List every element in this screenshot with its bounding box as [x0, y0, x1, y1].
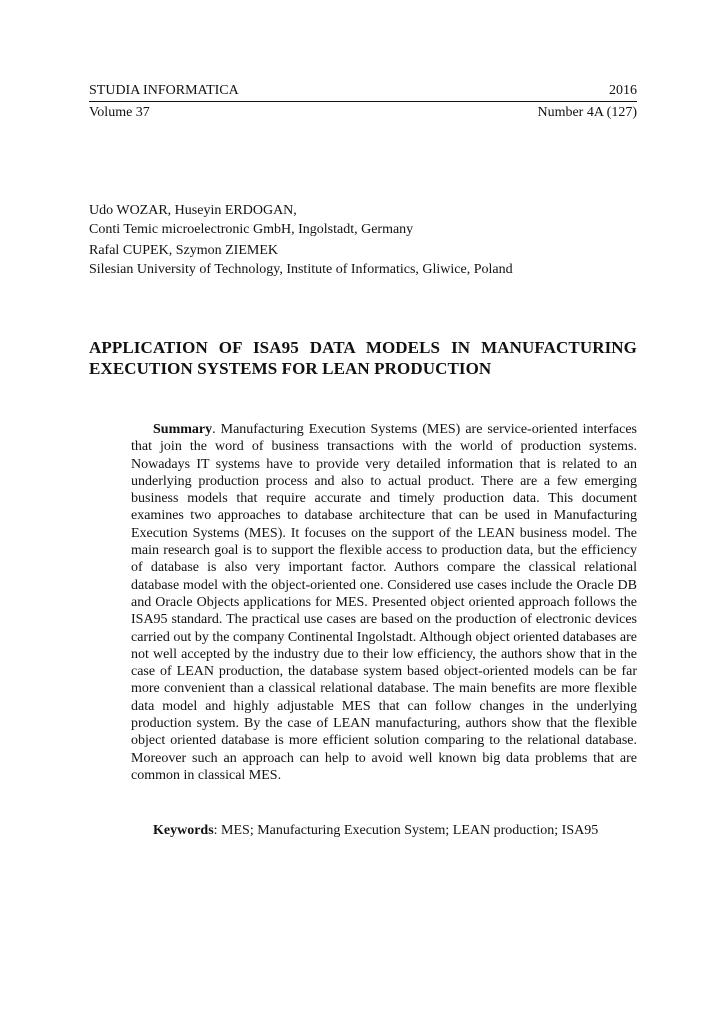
- author-affiliation-1: Conti Temic microelectronic GmbH, Ingolstadt, Germany: [89, 222, 414, 237]
- journal-name: STUDIA INFORMATICA: [89, 83, 239, 98]
- paper-title-line-1: APPLICATION OF ISA95 DATA MODELS IN MANUFACTURING: [89, 338, 637, 357]
- running-header: [89, 82, 637, 122]
- journal-volume: Volume 37: [89, 105, 150, 120]
- abstract-label: Summary: [153, 422, 213, 437]
- header-row-journal: [89, 82, 637, 102]
- keywords-text: : MES; Manufacturing Execution System; LEAN production; ISA95: [213, 823, 599, 838]
- author-affiliation-2: Silesian University of Technology, Institute of Informatics, Gliwice, Poland: [89, 262, 513, 277]
- author-group-1: [89, 201, 637, 239]
- journal-number: Number 4A (127): [537, 105, 637, 120]
- paper-title: [89, 337, 637, 379]
- author-names-1: Udo WOZAR, Huseyin ERDOGAN,: [89, 203, 297, 218]
- keywords-label: Keywords: [153, 823, 214, 838]
- journal-year: 2016: [609, 83, 637, 98]
- abstract: [131, 421, 637, 784]
- author-names-2: Rafal CUPEK, Szymon ZIEMEK: [89, 243, 278, 258]
- author-group-2: [89, 241, 637, 279]
- paper-title-line-2: EXECUTION SYSTEMS FOR LEAN PRODUCTION: [89, 359, 492, 378]
- abstract-text: . Manufacturing Execution Systems (MES) are service-oriented interfaces that join the word of business transactions with the world of production systems. Nowadays IT systems have to provide very detailed information that is related to an underlying production process and also to actual product. There are a few emerging business models that require accurate and timely production data. This document examines two approaches to database architecture that can be used in Manufacturing Execution Systems (MES). It focuses on the support of the LEAN business model. The main research goal is to support the flexible access to production data, but the efficiency of database is also very important factor. Authors compare the classical relational database model with the object-oriented one. Considered use cases include the Oracle DB and Oracle Objects applications for MES. Presented object oriented approach follows the ISA95 standard. The practical use cases are based on the production of electronic devices carried out by the company Continental Ingolstadt. Although object oriented databases are not well accepted by the industry due to their low efficiency, the authors show that in the case of LEAN production, the database system based object-oriented models can be far more convenient than a classical relational database. The main benefits are more flexible data model and highly adjustable MES that can follow changes in the underlying production system. By the case of LEAN manufacturing, authors show that the flexible object oriented database is more efficient solution comparing to the relational database. Moreover such an approach can help to avoid well known big data problems that are common in classical MES.: [131, 422, 637, 783]
- keywords: [131, 822, 637, 840]
- author-block: [89, 201, 637, 279]
- header-row-volume: [89, 104, 637, 122]
